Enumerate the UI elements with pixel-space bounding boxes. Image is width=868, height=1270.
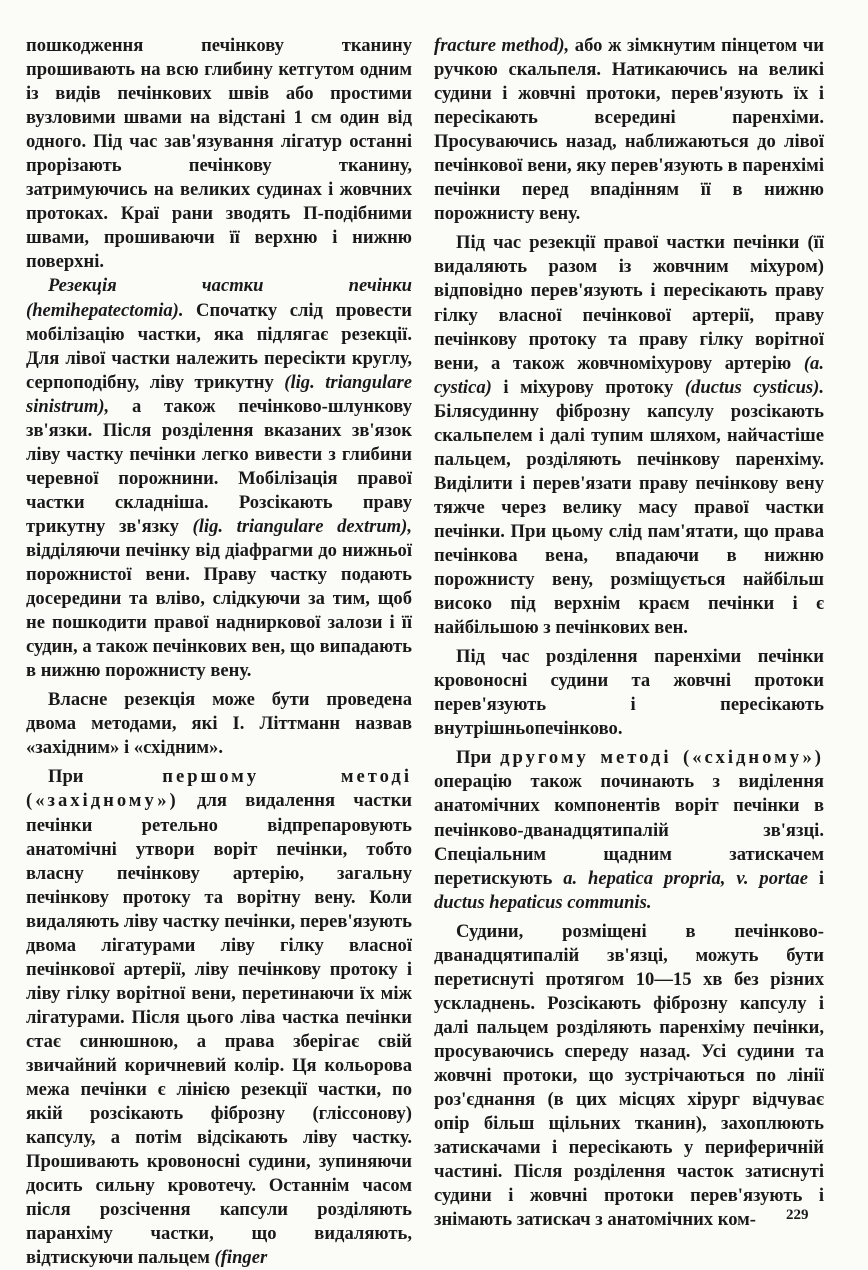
paragraph-text: Під час розділення паренхіми печінки кровоносні судини та жовчні протоки перев'язують і пересікають внутрішньопечінково. (434, 646, 824, 740)
page-number: 229 (786, 1207, 809, 1223)
spaced-term: першому методі («західному») (26, 766, 412, 812)
paragraph (434, 645, 824, 741)
latin-term: a. hepatica propria, v. portae (563, 867, 808, 889)
paragraph-text: При (48, 766, 163, 788)
paragraph-text: При (456, 747, 501, 769)
paragraph (434, 34, 824, 226)
paragraph-text: і (807, 867, 824, 889)
paragraph-text: пошкодження печінкову тканину прошивають на всю глибину кетгутом одним із видів печінкових швів або простими вузловими швами на відстані 1 см один від одного. Під час зав'язування лігатур останні прорізають печінкову тканину, затримуючись на великих судинах і жовчних протоках. Краї рани зводять П-подібними швами, прошиваючи її верхню і нижню поверхні. (26, 35, 412, 273)
paragraph-text: Білясудинну фіброзну капсулу розсікають скальпелем і далі тупим шляхом, найчастіше пальцем, розділяють печінкову паренхіму. Виділити і перев'язати праву печінкову вену тяжче через велику масу правої частки печінки. При цьому слід пам'ятати, що права печінкова вена, впадаючи в нижню порожнисту вену, розміщується найбільш високо під верхнім краєм печінки і є найбільшою з печінкових вен. (434, 400, 824, 639)
latin-term: fracture method), (434, 35, 570, 56)
paragraph-text: Під час резекції правої частки печінки (її видаляють разом із жовчним міхуром) відповідно перев'язують і пересікають праву гілку власної печінкової артерії, праву печінкову протоку та праву гілку ворітної вени, а також жовчноміхурову артерію (434, 232, 824, 374)
paragraph-text: Судини, розміщені в печінково-дванадцятипалій зв'язці, можуть бути перетиснуті протягом 10—15 хв без різних ускладнень. Розсікають фіброзну капсулу і далі пальцем розділяють паренхіму печінки, просуваючись спереду назад. Усі судини та жовчні протоки, що зустрічаються по лінії роз'єднання (в цих місцях хірург відчуває опір більш щільних тканин), захоплюють затискачами і пересікають у периферичній частині. Після розділення часток затиснуті судини і жовчні протоки перев'язують і знімають затискач з анатомічних ком- (434, 920, 824, 1231)
paragraph-text: операцію також починають з виділення анатомічних компонентів воріт печінки в печінково-дванадцятипалій зв'язці. Спеціальним щадним затискачем перетискують (434, 771, 824, 889)
paragraph-text: відділяючи печінку від діафрагми до нижньої порожнистої вени. Праву частку подають досередини та вліво, слідкуючи за тим, щоб не пошкодити правої надниркової залози і її судин, а також печінкових вен, що випадають в нижню порожнисту вену. (26, 539, 412, 682)
latin-term: ductus hepaticus communis. (434, 891, 652, 913)
paragraph (26, 765, 412, 1270)
paragraph-text: а також печінково-шлункову зв'язки. Після розділення вказаних зв'язок ліву частку печінки легко вивести з глибини черевної порожнини. Мобілізація правої частки складніша. Розсікають праву трикутну зв'язку (26, 395, 412, 537)
paragraph-text: або ж зімкнутим пінцетом чи ручкою скальпеля. Натикаючись на великі судини і жовчні протоки, перев'язують їх і пересікають всередині паренхіми. Просуваючись назад, наближаються до лівої печінкової вени, яку перев'язують в паренхімі печінки перед впадінням її в нижню порожнисту вену. (434, 35, 824, 225)
latin-term: (lig. triangulare dextrum), (192, 515, 412, 537)
latin-term: (ductus cysticus). (684, 376, 824, 398)
paragraph (26, 34, 412, 274)
spaced-term: другому методі («східному») (500, 747, 824, 769)
paragraph (434, 920, 824, 1233)
paragraph-text: і міхурову протоку (491, 376, 685, 398)
latin-term: (a. cystica) (434, 352, 824, 398)
paragraph (434, 746, 824, 914)
paragraph (26, 274, 412, 683)
latin-term: (lig. triangulare sinistrum), (26, 371, 412, 417)
paragraph (26, 688, 412, 760)
latin-term: (finger (214, 1247, 268, 1269)
paragraph-text: Власне резекція може бути проведена двома методами, які І. Літтманн назвав «західним» і «східним». (26, 689, 412, 759)
paragraph (434, 231, 824, 640)
right-column (434, 34, 824, 1232)
section-heading: Резекція частки печінки (hemihepatectomia). (26, 275, 412, 321)
paragraph-text: Спочатку слід провести мобілізацію частки, яка підлягає резекції. Для лівої частки належить пересікти круглу, серпоподібну, ліву трикутну (26, 299, 412, 393)
left-column (26, 34, 412, 1270)
paragraph-text: для видалення частки печінки ретельно відпрепаровують анатомічні утвори воріт печінки, тобто власну печінкову артерію, загальну печінкову протоку та ворітну вену. Коли видаляють ліву частку печінки, перев'язують двома лігатурами ліву гілку власної печінкової артерії, ліву печінкову протоку і ліву гілку ворітної вени, перетинаючи їх між лігатурами. Після цього ліва частка печінки стає синюшною, а права зберігає свій звичайний коричневий колір. Ця кольорова межа печінки є лінією резекції частки, по якій розсікають фіброзну (гліссонову) капсулу, а потім відсікають ліву частку. Прошивають кровоносні судини, зупиняючи досить сильну кровотечу. Останнім часом після розсічення капсули розділяють паранхіму частки, що видаляють, відтискуючи пальцем (26, 790, 412, 1269)
